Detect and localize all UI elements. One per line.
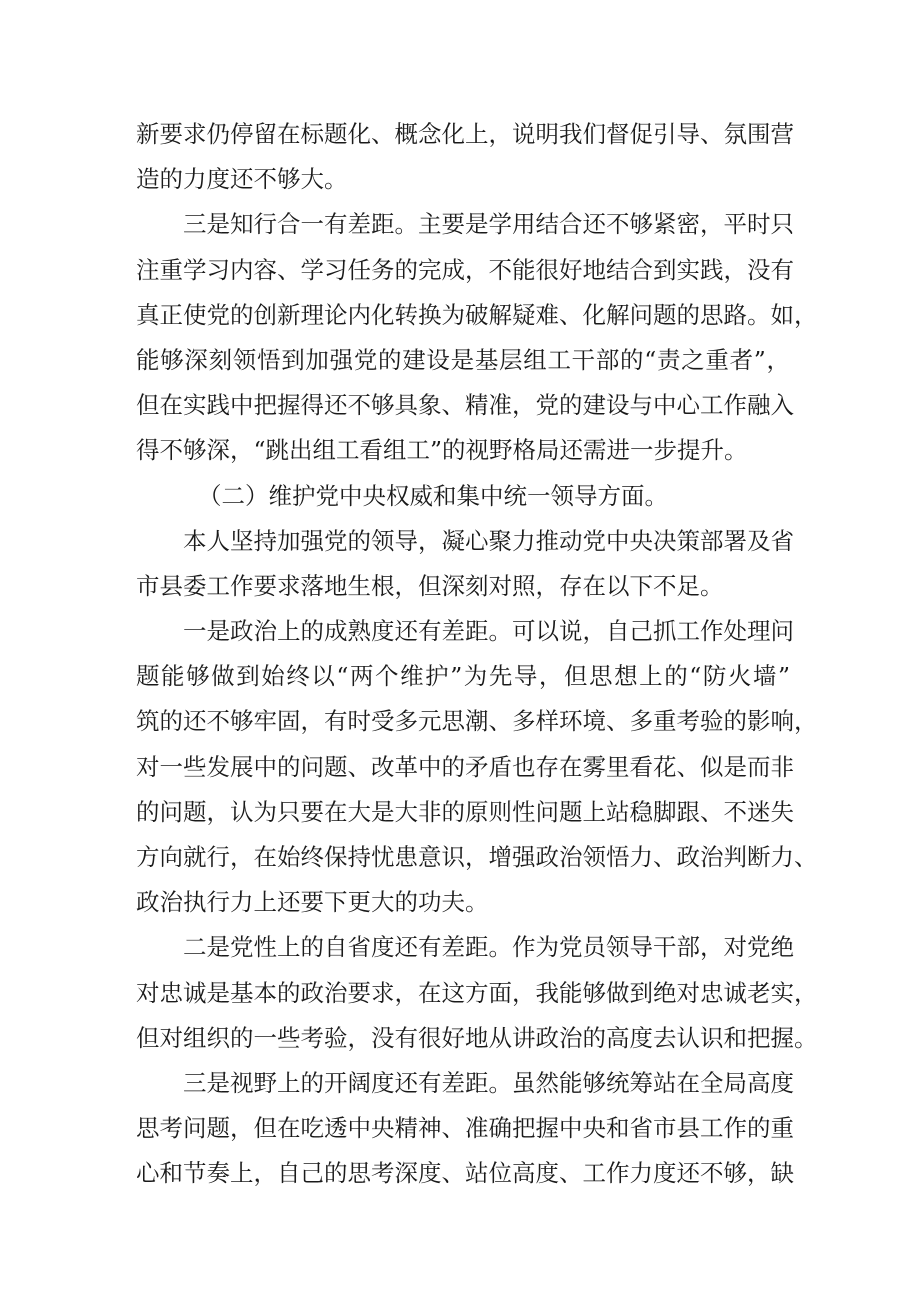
document-body <box>136 112 818 1197</box>
text-line: 二是党性上的自省度还有差距。作为党员领导干部，对党绝 <box>183 933 794 962</box>
text-line: 政治执行力上还要下更大的功夫。 <box>136 888 489 917</box>
text-line: 本人坚持加强党的领导，凝心聚力推动党中央决策部署及省 <box>183 526 794 555</box>
text-line: 一是政治上的成熟度还有差距。可以说，自己抓工作处理问 <box>183 617 794 646</box>
text-line: （二）维护党中央权威和集中统一领导方面。 <box>198 481 668 510</box>
text-line: 但在实践中把握得还不够具象、精准，党的建设与中心工作融入 <box>136 391 794 420</box>
text-line: 但对组织的一些考验，没有很好地从讲政治的高度去认识和把握。 <box>136 1023 818 1052</box>
text-line: 市县委工作要求落地生根，但深刻对照，存在以下不足。 <box>136 571 724 600</box>
text-line: 思考问题，但在吃透中央精神、准确把握中央和省市县工作的重 <box>136 1114 794 1143</box>
text-line: 方向就行，在始终保持忧患意识，增强政治领悟力、政治判断力、 <box>136 843 818 871</box>
text-line: 对一些发展中的问题、改革中的矛盾也存在雾里看花、似是而非 <box>136 752 794 781</box>
text-line: 真正使党的创新理论内化转换为破解疑难、化解问题的思路。如， <box>136 300 818 329</box>
text-line: 的问题，认为只要在大是大非的原则性问题上站稳脚跟、不迷失 <box>136 797 794 826</box>
text-line: 题能够做到始终以“两个维护”为先导，但思想上的“防火墙” <box>136 662 790 691</box>
text-line: 心和节奏上，自己的思考深度、站位高度、工作力度还不够，缺 <box>136 1159 794 1188</box>
text-line: 得不够深，“跳出组工看组工”的视野格局还需进一步提升。 <box>136 436 748 465</box>
text-line: 对忠诚是基本的政治要求，在这方面，我能够做到绝对忠诚老实， <box>136 978 818 1007</box>
text-line: 新要求仍停留在标题化、概念化上，说明我们督促引导、氛围营 <box>136 120 794 148</box>
text-line: 三是知行合一有差距。主要是学用结合还不够紧密，平时只 <box>183 210 794 239</box>
text-line: 造的力度还不够大。 <box>136 165 348 194</box>
text-line: 三是视野上的开阔度还有差距。虽然能够统筹站在全局高度 <box>183 1068 794 1097</box>
text-line: 能够深刻领悟到加强党的建设是基层组工干部的“责之重者”， <box>136 345 790 374</box>
text-line: 筑的还不够牢固，有时受多元思潮、多样环境、多重考验的影响， <box>136 707 818 736</box>
text-line: 注重学习内容、学习任务的完成，不能很好地结合到实践，没有 <box>136 255 794 284</box>
